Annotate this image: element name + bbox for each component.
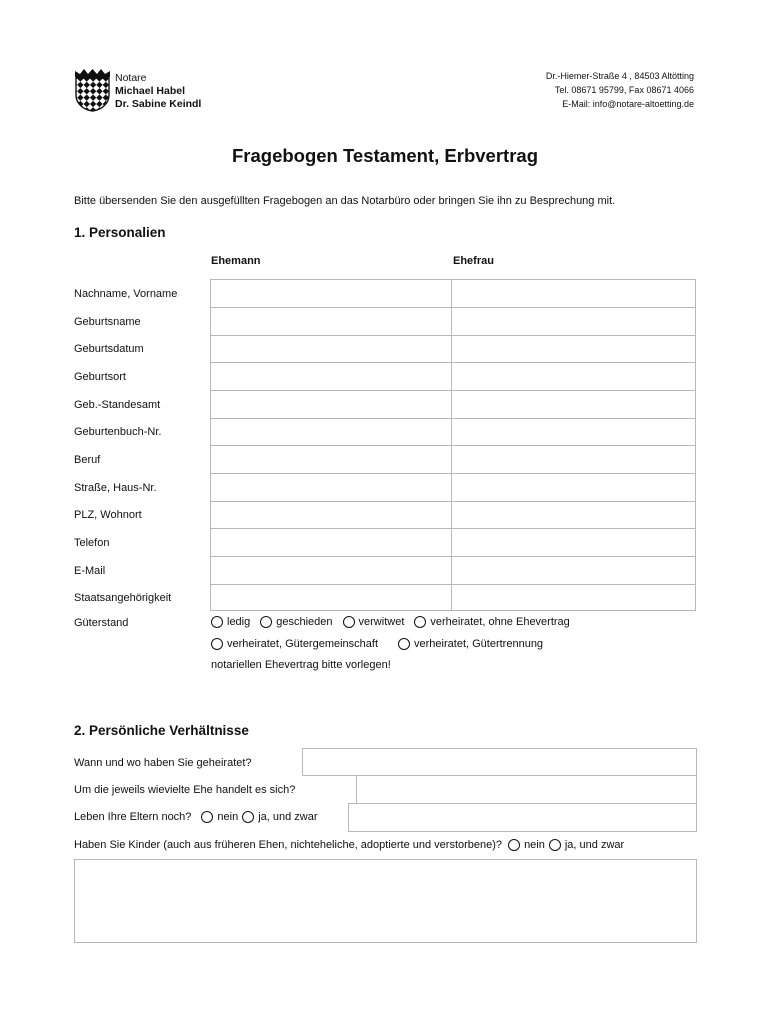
firm-line-2: Michael Habel (115, 85, 186, 97)
wife-birth-register-no-field[interactable] (451, 418, 696, 446)
personal-data-table (210, 279, 696, 611)
children-details-field[interactable] (74, 859, 697, 943)
label-nationality: Staatsangehörigkeit (74, 592, 172, 604)
intro-text: Bitte übersenden Sie den ausgefüllten Fragebogen an das Notarbüro oder bringen Sie ihn zu Besprechung mit. (74, 195, 616, 207)
children-no-label: nein (524, 839, 545, 851)
parents-field[interactable] (348, 803, 697, 832)
option-separation-of-property-label: verheiratet, Gütertrennung (414, 638, 544, 650)
label-phone: Telefon (74, 537, 110, 549)
wedding-field[interactable] (302, 748, 697, 776)
label-birth-place: Geburtsort (74, 371, 126, 383)
label-marital-property-regime: Güterstand (74, 617, 129, 629)
marital-status-options-row-2 (211, 638, 543, 650)
children-yes-label: ja, und zwar (564, 839, 625, 851)
husband-phone-field[interactable] (210, 528, 452, 557)
label-occupation: Beruf (74, 454, 101, 466)
section-2-heading: 2. Persönliche Verhältnisse (74, 723, 249, 738)
marriage-contract-note: notariellen Ehevertrag bitte vorlegen! (211, 659, 391, 671)
husband-name-field[interactable] (210, 279, 452, 308)
parents-question-row (74, 811, 318, 823)
label-email: E-Mail (74, 565, 106, 577)
question-wedding: Wann und wo haben Sie geheiratet? (74, 757, 252, 769)
radio-widowed[interactable] (343, 616, 355, 628)
question-parents: Leben Ihre Eltern noch? (74, 811, 192, 823)
wife-birth-place-field[interactable] (451, 362, 696, 391)
label-registry-office: Geb.-Standesamt (74, 399, 161, 411)
radio-separation-of-property[interactable] (398, 638, 410, 650)
option-married-no-contract-label: verheiratet, ohne Ehevertrag (430, 616, 570, 628)
husband-birth-date-field[interactable] (210, 335, 452, 363)
question-marriage-number: Um die jeweils wievielte Ehe handelt es sich? (74, 784, 296, 796)
wife-nationality-field[interactable] (451, 584, 696, 611)
firm-line-1: Notare (115, 72, 147, 84)
radio-married-no-contract[interactable] (414, 616, 426, 628)
option-community-of-property-label: verheiratet, Gütergemeinschaft (227, 638, 379, 650)
wife-registry-office-field[interactable] (451, 390, 696, 419)
husband-email-field[interactable] (210, 556, 452, 585)
children-question-row (74, 839, 624, 851)
option-divorced-label: geschieden (276, 616, 333, 628)
radio-parents-yes[interactable] (242, 811, 254, 823)
husband-occupation-field[interactable] (210, 445, 452, 474)
parents-no-label: nein (217, 811, 239, 823)
address-street: Dr.-Hiemer-Straße 4 , 84503 Altötting (545, 71, 694, 81)
marriage-number-field[interactable] (356, 775, 697, 804)
husband-postcode-city-field[interactable] (210, 501, 452, 529)
option-widowed-label: verwitwet (358, 616, 405, 628)
radio-community-of-property[interactable] (211, 638, 223, 650)
wife-street-field[interactable] (451, 473, 696, 502)
marital-status-options-row-1 (211, 616, 570, 628)
column-husband: Ehemann (211, 255, 261, 267)
address-email: E-Mail: info@notare-altoetting.de (562, 99, 694, 109)
label-birth-name: Geburtsname (74, 316, 141, 328)
firm-line-3: Dr. Sabine Keindl (115, 98, 202, 110)
address-phone: Tel. 08671 95799, Fax 08671 4066 (554, 85, 694, 95)
label-street: Straße, Haus-Nr. (74, 482, 157, 494)
radio-parents-no[interactable] (201, 811, 213, 823)
radio-children-yes[interactable] (549, 839, 561, 851)
wife-email-field[interactable] (451, 556, 696, 585)
label-birth-date: Geburtsdatum (74, 343, 144, 355)
husband-street-field[interactable] (210, 473, 452, 502)
wife-phone-field[interactable] (451, 528, 696, 557)
label-name: Nachname, Vorname (74, 288, 178, 300)
husband-nationality-field[interactable] (210, 584, 452, 611)
wife-birth-name-field[interactable] (451, 307, 696, 336)
column-wife: Ehefrau (453, 255, 494, 267)
label-birth-register-no: Geburtenbuch-Nr. (74, 426, 162, 438)
wife-occupation-field[interactable] (451, 445, 696, 474)
label-postcode-city: PLZ, Wohnort (74, 509, 142, 521)
question-children: Haben Sie Kinder (auch aus früheren Ehen, nichteheliche, adoptierte und verstorbene)? (74, 839, 503, 851)
radio-single[interactable] (211, 616, 223, 628)
wife-birth-date-field[interactable] (451, 335, 696, 363)
wife-postcode-city-field[interactable] (451, 501, 696, 529)
page-title: Fragebogen Testament, Erbvertrag (231, 145, 538, 166)
radio-children-no[interactable] (508, 839, 520, 851)
radio-divorced[interactable] (260, 616, 272, 628)
option-single-label: ledig (227, 616, 251, 628)
husband-registry-office-field[interactable] (210, 390, 452, 419)
husband-birth-register-no-field[interactable] (210, 418, 452, 446)
parents-yes-label: ja, und zwar (258, 811, 318, 823)
husband-birth-place-field[interactable] (210, 362, 452, 391)
wife-name-field[interactable] (451, 279, 696, 308)
husband-birth-name-field[interactable] (210, 307, 452, 336)
section-1-heading: 1. Personalien (74, 225, 166, 240)
bavarian-coat-of-arms-icon (74, 69, 111, 112)
